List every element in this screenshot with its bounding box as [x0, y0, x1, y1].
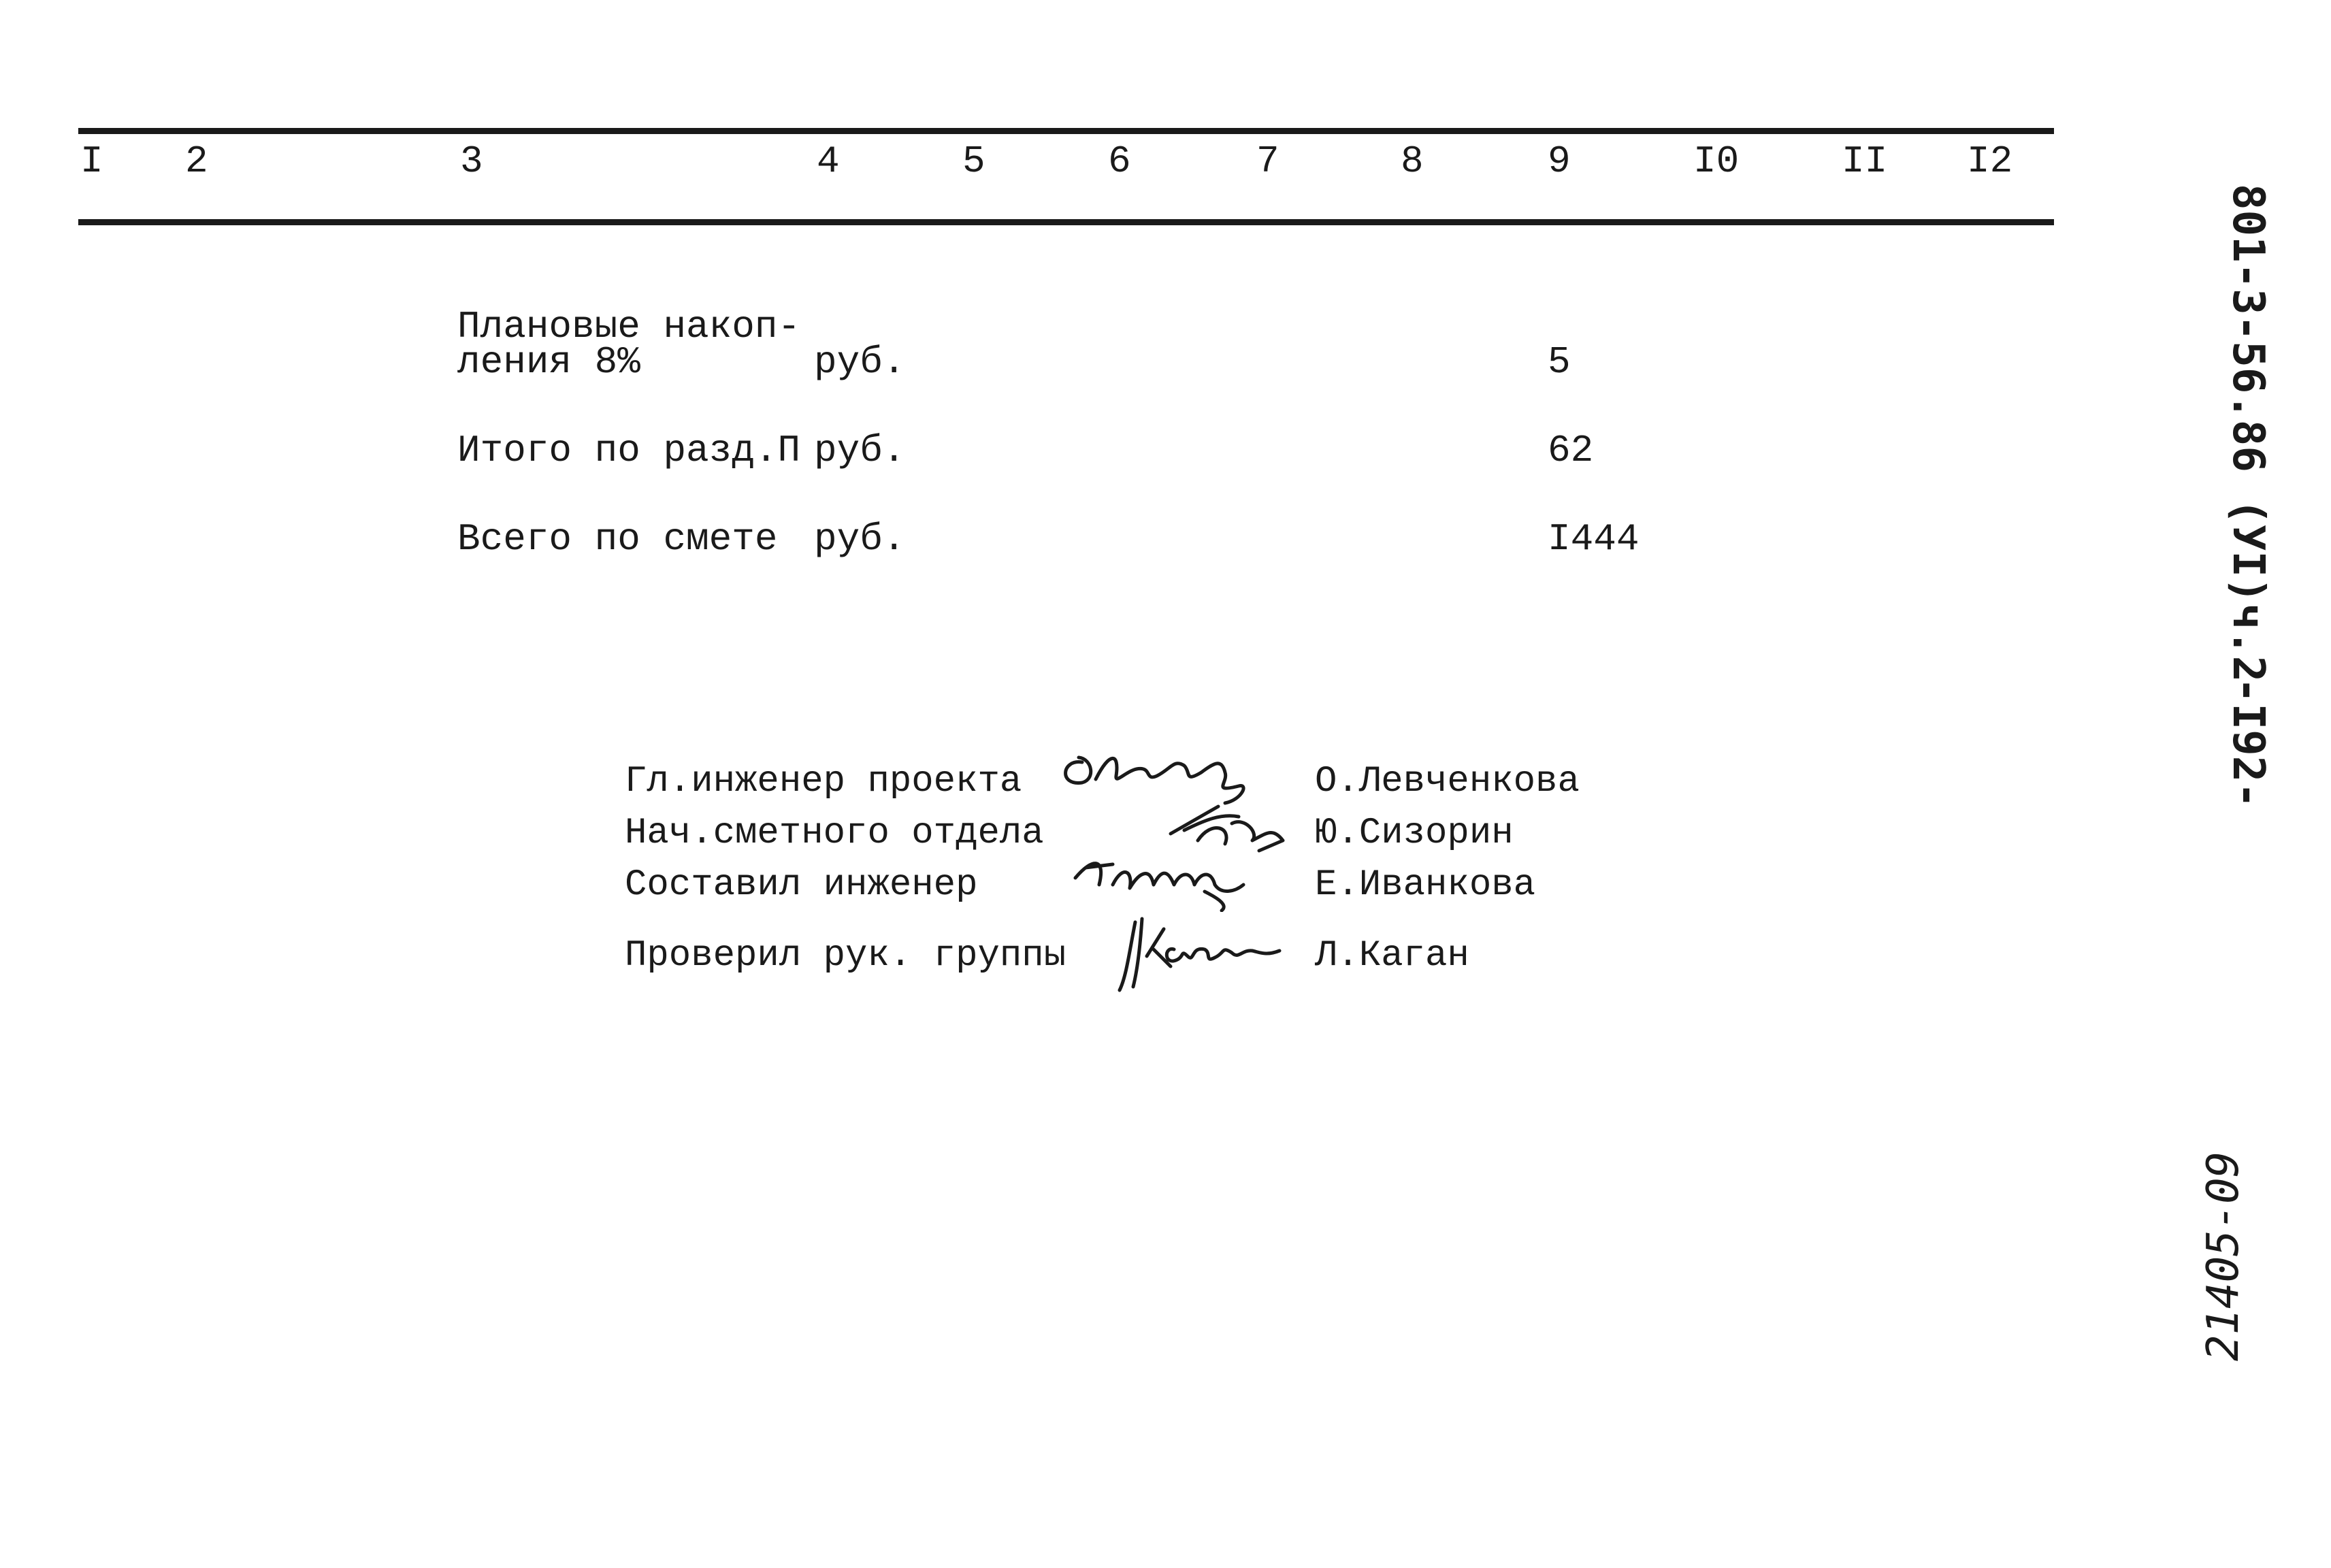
column-number: 9 [1548, 140, 1571, 183]
row-name: Плановые накоп- [457, 305, 801, 348]
signature-role: Гл.инженер проекта [625, 761, 1022, 802]
column-number: I [80, 140, 103, 183]
signature-person: Е.Иванкова [1315, 864, 1536, 906]
column-number: 6 [1108, 140, 1131, 183]
table-header-rule [78, 219, 2054, 225]
column-number: 4 [817, 140, 840, 183]
column-number: 2 [185, 140, 208, 183]
row-value: 62 [1548, 429, 1594, 472]
row-unit: руб. [814, 517, 906, 561]
column-number: I0 [1693, 140, 1740, 183]
signature-role: Нач.сметного отдела [625, 813, 1044, 854]
inventory-number: 21405-09 [2198, 1151, 2249, 1361]
column-number: 5 [962, 140, 985, 183]
signature-person: Л.Каган [1315, 935, 1469, 977]
signature-person: О.Левченкова [1315, 761, 1580, 802]
column-number: 8 [1401, 140, 1424, 183]
handwritten-signature [1065, 844, 1262, 912]
column-number: I2 [1967, 140, 2013, 183]
column-number: 7 [1256, 140, 1279, 183]
row-name: Всего по смете [457, 517, 778, 561]
table-top-rule [78, 128, 2054, 134]
row-unit: руб. [814, 429, 906, 472]
row-value: 5 [1548, 340, 1571, 384]
document-code: 801-3-56.86 (УI)ч.2 [2223, 184, 2273, 683]
row-unit: руб. [814, 340, 906, 384]
handwritten-signature [1109, 909, 1286, 997]
column-number: 3 [460, 140, 483, 183]
row-name: ления 8% [457, 340, 640, 384]
signature-person: Ю.Сизорин [1315, 813, 1514, 854]
signature-role: Проверил рук. группы [625, 935, 1066, 977]
row-name: Итого по разд.П [457, 429, 801, 472]
column-number: II [1842, 140, 1888, 183]
signature-role: Составил инженер [625, 864, 978, 906]
row-value: I444 [1548, 517, 1640, 561]
page-number: -I92- [2223, 677, 2273, 808]
